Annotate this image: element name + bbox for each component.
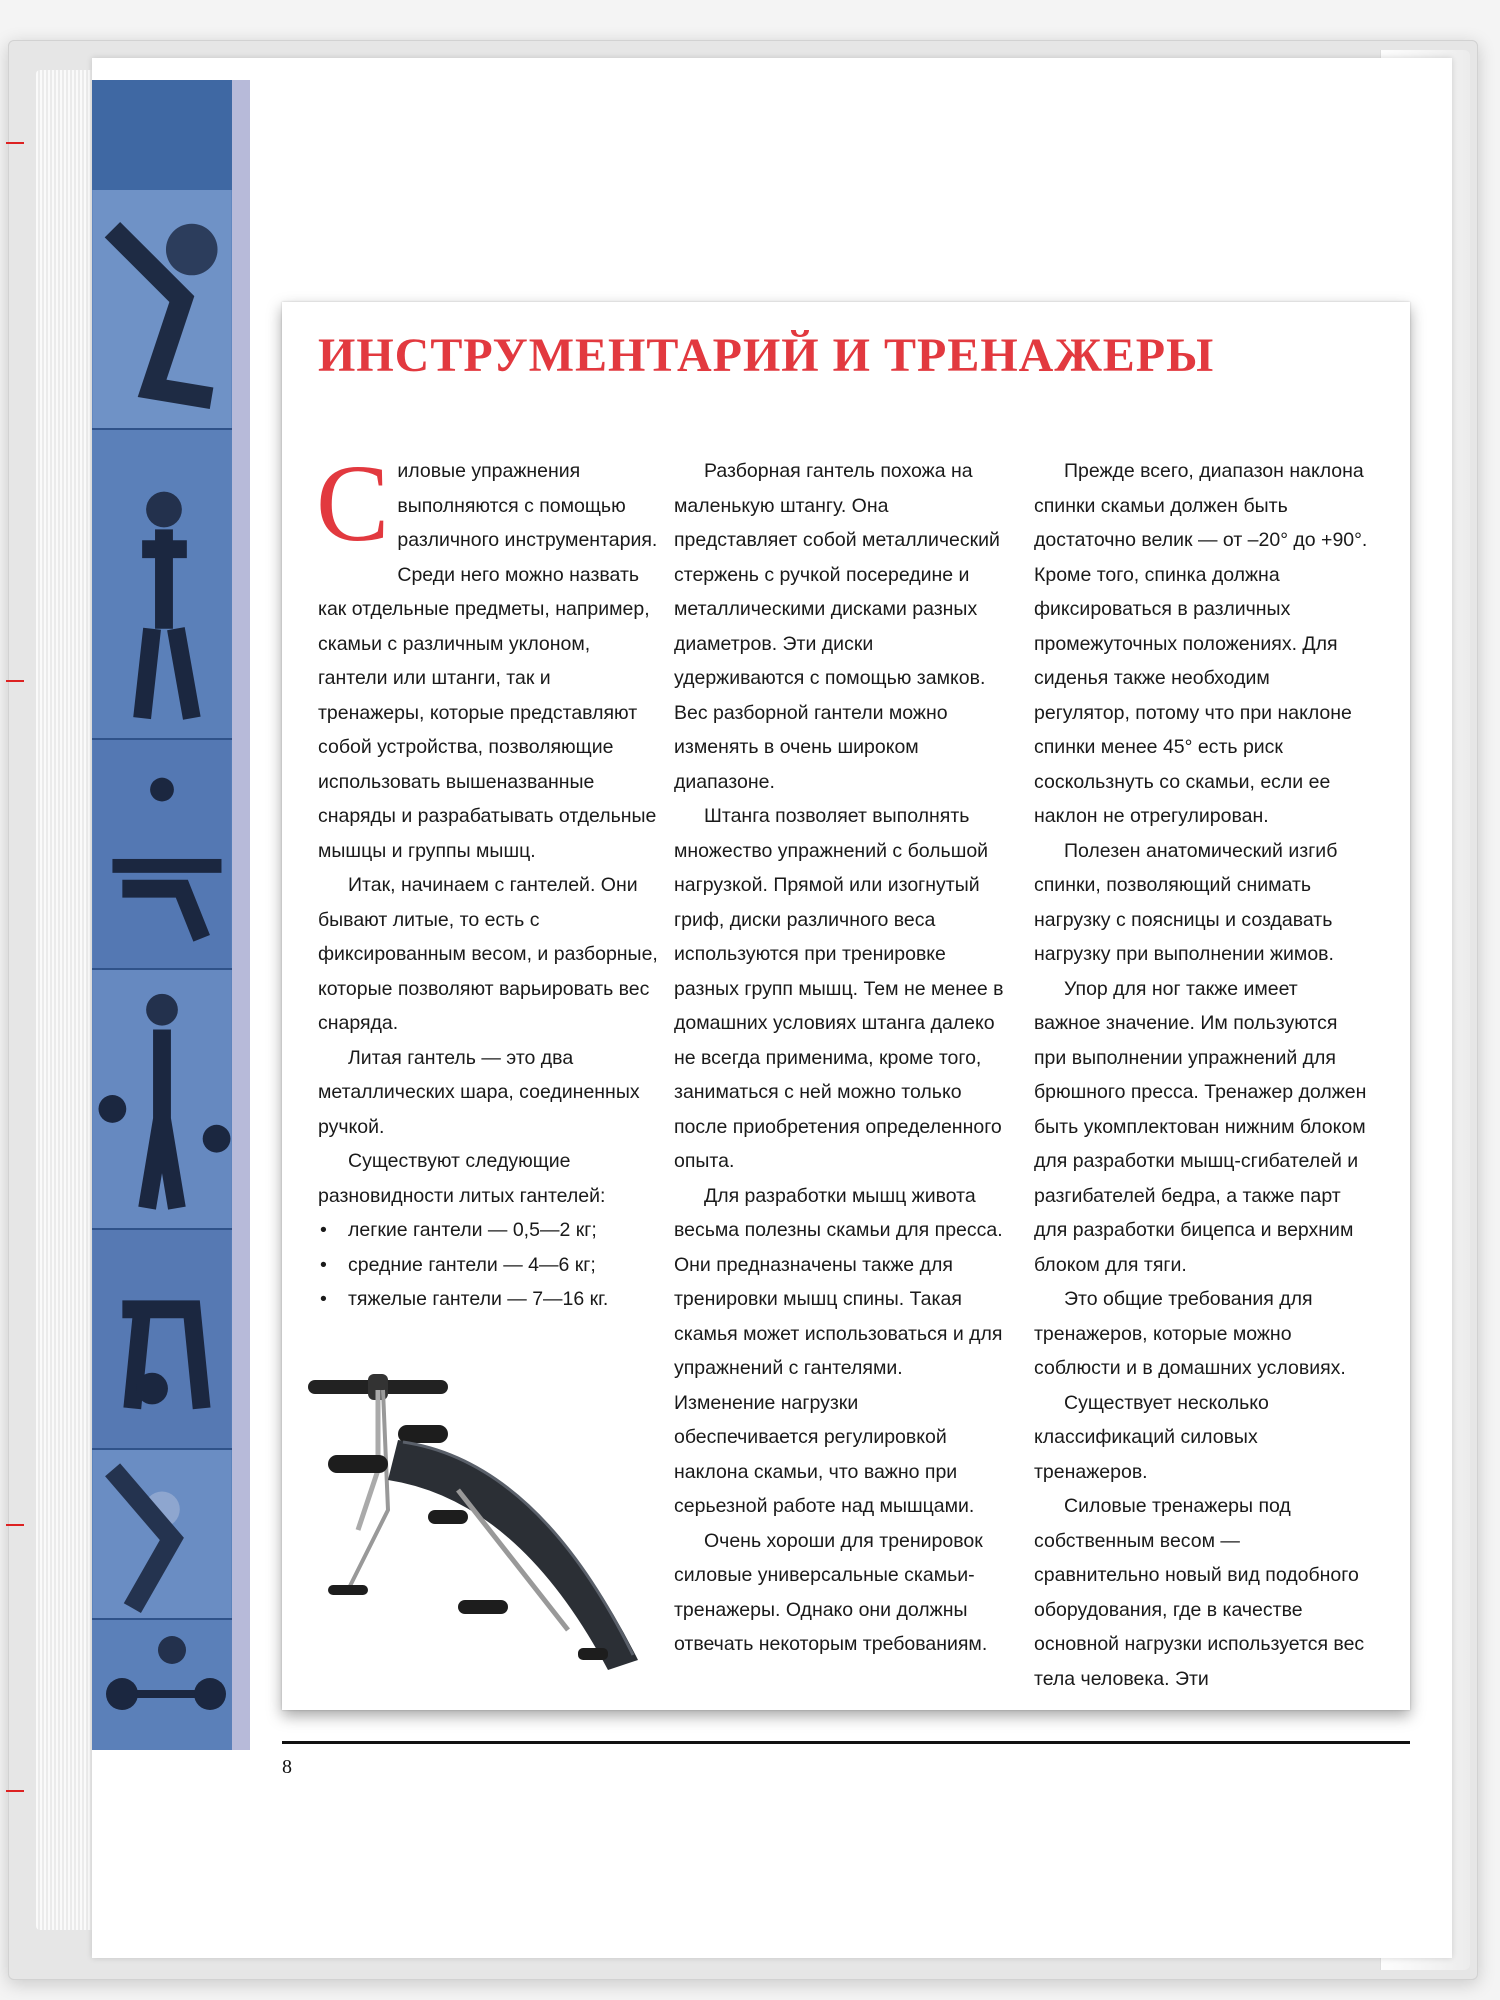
text-column-3 bbox=[1034, 454, 1369, 1696]
paragraph: Литая гантель — это два металлических шара, соединенных ручкой. bbox=[318, 1046, 640, 1138]
paragraph: иловые упражнения выполняются с помощью различного инструментария. Среди него можно назвать как отдельные предметы, например, скамьи с различным уклоном, гантели или штанги, так и тренажеры, которые представляют собой устройства, позволяющие использовать вышеназванные снаряды и разрабатывать отдельные мышцы и группы мышц. bbox=[318, 460, 658, 862]
drop-cap: С bbox=[316, 442, 390, 564]
list-item: • легкие гантели — 0,5—2 кг; bbox=[318, 1213, 658, 1248]
page-title: ИНСТРУМЕНТАРИЙ И ТРЕНАЖЕРЫ bbox=[318, 329, 1215, 382]
paragraph: Это общие требования для тренажеров, которые можно соблюсти и в домашних условиях. bbox=[1034, 1288, 1346, 1379]
page-marker bbox=[6, 680, 24, 682]
page-marker bbox=[6, 1524, 24, 1526]
page-number: 8 bbox=[282, 1756, 292, 1778]
exercise-photo bbox=[92, 1450, 232, 1620]
paragraph: Для разработки мышц живота весьма полезны скамьи для пресса. Они предназначены также для тренировки мышц спины. Такая скамья может использоваться и для упражнений с гантелями. Изменение нагрузки обеспечивается регулировкой наклона скамьи, что важно при серьезной работе над мышцами. bbox=[674, 1184, 1003, 1517]
paragraph: Очень хороши для тренировок силовые универсальные скамьи-тренажеры. Однако они должны отвечать некоторым требованиям. bbox=[674, 1529, 988, 1655]
exercise-photo bbox=[92, 1230, 232, 1450]
text-column-2 bbox=[674, 454, 1004, 1662]
photo-strip bbox=[92, 80, 232, 1750]
exercise-photo bbox=[92, 970, 232, 1230]
paragraph: Существуют следующие разновидности литых гантелей: bbox=[318, 1150, 606, 1207]
page-marker bbox=[6, 142, 24, 144]
paragraph: Упор для ног также имеет важное значение. Им пользуются при выполнении упражнений для брюшного пресса. Тренажер должен быть укомплектован нижним блоком для разработки мышц-сгибателей и разгибателей бедра, а также парт для разработки бицепса и верхним блоком для тяги. bbox=[1034, 977, 1367, 1276]
list-item: • тяжелые гантели — 7—16 кг. bbox=[318, 1282, 658, 1317]
paragraph: Силовые тренажеры под собственным весом — сравнительно новый вид подобного оборудования, где в качестве основной нагрузки используется вес тела человека. Эти bbox=[1034, 1495, 1365, 1690]
exercise-photo bbox=[92, 190, 232, 430]
paragraph: Итак, начинаем с гантелей. Они бывают литые, то есть с фиксированным весом, и разборные, которые позволяют варьировать вес снаряда. bbox=[318, 874, 658, 1034]
paragraph: Штанга позволяет выполнять множество упражнений с большой нагрузкой. Прямой или изогнутый гриф, диски различного веса используются при тренировке разных групп мышц. Тем не менее в домашних условиях штанга далеко не всегда применима, кроме того, заниматься с ней можно только после приобретения определенного опыта. bbox=[674, 805, 1004, 1172]
footer-rule bbox=[282, 1741, 1410, 1744]
content-panel bbox=[282, 302, 1410, 1710]
page-marker bbox=[6, 1790, 24, 1792]
paragraph: Разборная гантель похожа на маленькую штангу. Она представляет собой металлический стержень с ручкой посередине и металлическими дисками разных диаметров. Эти диски удерживаются с помощью замков. Вес разборной гантели можно изменять в очень широком диапазоне. bbox=[674, 460, 1000, 793]
exercise-photo bbox=[92, 740, 232, 970]
strip-divider bbox=[232, 80, 250, 1750]
page-stack-edge bbox=[36, 70, 96, 1930]
dumbbell-list bbox=[318, 1213, 658, 1317]
paragraph: Полезен анатомический изгиб спинки, позволяющий снимать нагрузку с поясницы и создавать нагрузку при выполнении жимов. bbox=[1034, 839, 1338, 965]
exercise-photo bbox=[92, 430, 232, 740]
exercise-photo bbox=[92, 1620, 232, 1750]
paragraph: Прежде всего, диапазон наклона спинки скамьи должен быть достаточно велик — от –20° до +90°. Кроме того, спинка должна фиксироваться в различных промежуточных положениях. Для сиденья также необходим регулятор, потому что при наклоне спинки менее 45° есть риск соскользнуть со скамьи, если ее наклон не отрегулирован. bbox=[1034, 460, 1368, 827]
paragraph: Существует несколько классификаций силовых тренажеров. bbox=[1034, 1391, 1269, 1483]
text-column-1 bbox=[316, 442, 658, 1317]
list-item: • средние гантели — 4—6 кг; bbox=[318, 1248, 658, 1283]
ab-bench-image bbox=[308, 1330, 648, 1670]
